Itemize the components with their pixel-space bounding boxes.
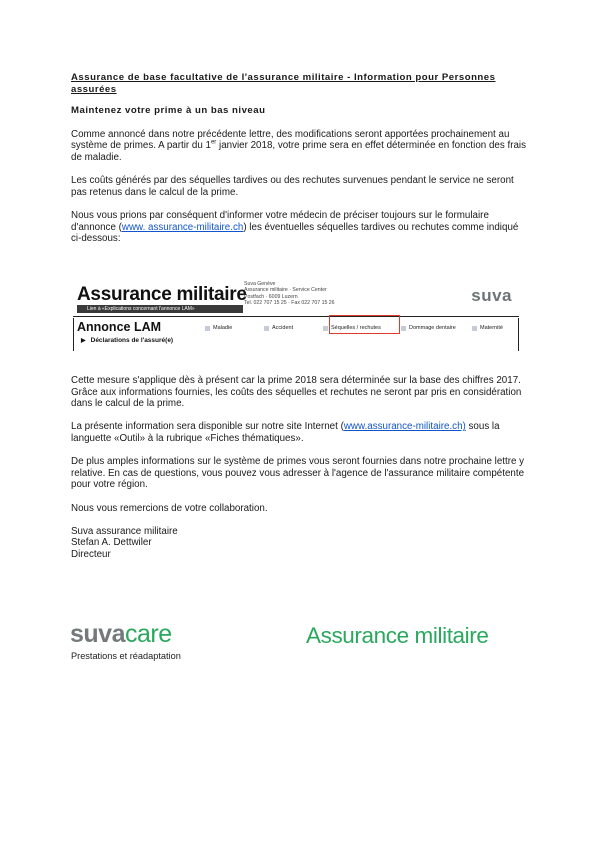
letter-body-2 bbox=[71, 375, 526, 561]
form-screenshot bbox=[73, 281, 519, 351]
letter-title: Assurance de base facultative de l'assurance militaire - Information pour Personnes assurées bbox=[71, 72, 496, 95]
form-border-right bbox=[518, 318, 519, 351]
paragraph-3: Nous vous prions par conséquent d'informer votre médecin de préciser toujours sur le formulaire d'annonce (www. assurance-militaire.ch) les éventuelles séquelles tardives ou rechutes comme indiqué ci-dessous: bbox=[71, 209, 519, 245]
form-link-bar: Lien à «Explications concernant l'annonce LAM» bbox=[77, 305, 243, 313]
checkbox-maladie: Maladie bbox=[205, 325, 232, 331]
letter-subtitle: Maintenez votre prime à un bas niveau bbox=[71, 105, 266, 117]
checkbox-sequelles: Séquelles / rechutes bbox=[323, 325, 381, 331]
signature-block: Suva assurance militaire Stefan A. Dettwiler Directeur bbox=[71, 525, 178, 560]
form-border-left bbox=[73, 318, 74, 351]
highlight-box bbox=[329, 315, 400, 334]
checkbox-icon bbox=[264, 326, 269, 331]
suvacare-tagline: Prestations et réadaptation bbox=[71, 651, 181, 661]
checkbox-icon bbox=[205, 326, 210, 331]
paragraph-4: Cette mesure s'applique dès à présent car la prime 2018 sera déterminée sur la base des chiffres 2017. Grâce aux informations fournies, les coûts des séquelles et rechutes ne seront par pris en considération dans le calcul de la prime. bbox=[71, 375, 522, 410]
suva-logo: suva bbox=[471, 286, 512, 305]
checkbox-icon bbox=[401, 326, 406, 331]
website-link[interactable]: www. assurance-militaire.ch bbox=[121, 221, 244, 233]
assurance-militaire-logo: Assurance militaire bbox=[306, 623, 489, 648]
checkbox-dommage: Dommage dentaire bbox=[401, 325, 456, 331]
paragraph-5: La présente information sera disponible sur notre site Internet (www.assurance-militaire.ch) sous la languette «Outil» à la rubrique «Fiches thématiques». bbox=[71, 421, 500, 444]
form-title: Assurance militaire bbox=[77, 284, 247, 305]
paragraph-7: Nous vous remercions de votre collaboration. bbox=[71, 502, 268, 514]
suvacare-logo: suvacare bbox=[70, 620, 172, 648]
website-link-2[interactable]: www.assurance-militaire.ch) bbox=[343, 421, 466, 433]
checkbox-accident: Accident bbox=[264, 325, 293, 331]
paragraph-1: Comme annoncé dans notre précédente lettre, des modifications seront apportées prochainement au système de primes. A partir du 1er janvier 2018, votre prime sera en effet déterminée en fonction des frais de maladie. bbox=[71, 128, 526, 163]
paragraph-2: Les coûts générés par des séquelles tardives ou des rechutes survenues pendant le service ne seront pas retenus dans le calcul de la prime. bbox=[71, 175, 514, 198]
paragraph-6: De plus amples informations sur le système de primes vous seront fournies dans notre prochaine lettre y relative. En cas de questions, vous pouvez vous adresser à l'agence de l'assurance militaire compétente pour votre région. bbox=[71, 456, 525, 491]
triangle-right-icon: ▶ bbox=[81, 338, 86, 344]
checkbox-icon bbox=[323, 326, 328, 331]
form-annonce-label: Annonce LAM bbox=[77, 320, 162, 334]
letter-body bbox=[71, 72, 526, 256]
form-declaration: ▶ Déclarations de l'assuré(e) bbox=[81, 337, 174, 344]
checkbox-maternite: Maternité bbox=[472, 325, 503, 331]
form-address: Suva Genève Assurance militaire · Service Center Postfach · 6009 Luzern Tel. 022 707 15 25 · Fax 022 707 15 26 bbox=[244, 281, 335, 306]
form-divider bbox=[73, 316, 519, 317]
checkbox-icon bbox=[472, 326, 477, 331]
